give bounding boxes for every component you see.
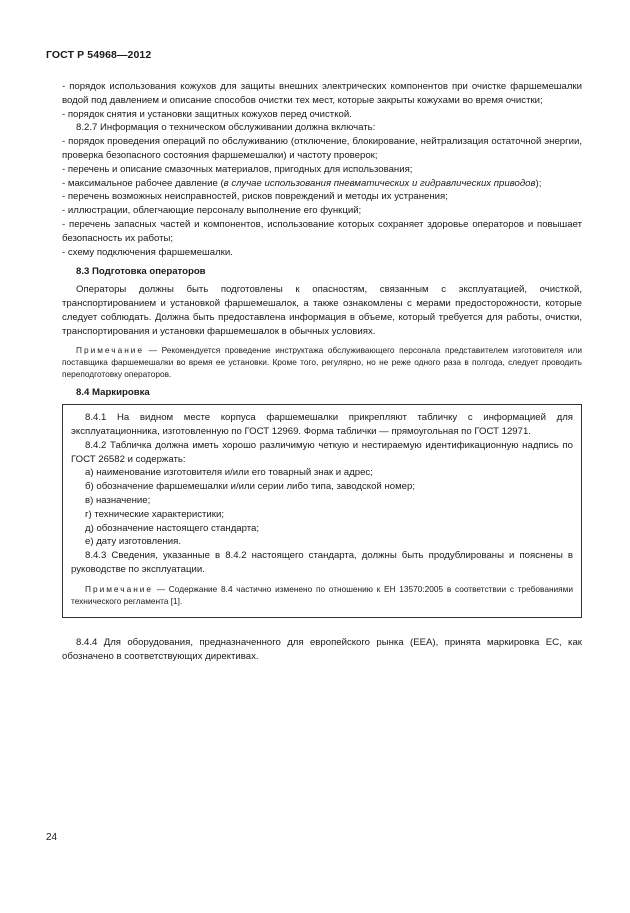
pressure-italic: в случае использования пневматических и гидравлических приводов xyxy=(223,177,536,189)
section-heading-8-3: 8.3 Подготовка операторов xyxy=(76,266,206,278)
document-header: ГОСТ Р 54968—2012 xyxy=(46,49,152,61)
list-item: а) наименование изготовителя и/или его товарный знак и адрес; xyxy=(85,467,373,479)
list-item-pressure xyxy=(62,177,582,191)
clause-8-4-3: 8.4.3 Сведения, указанные в 8.4.2 настоящего стандарта, должны быть продублированы и пояснены в руководстве по эксплуатации. xyxy=(71,550,573,575)
document-body xyxy=(62,80,582,663)
note-8-4 xyxy=(71,583,573,607)
section-heading-8-4: 8.4 Маркировка xyxy=(76,387,150,399)
note-text: — Содержание 8.4 частично изменено по отношению к ЕН 13570:2005 в соответствии с требованиями технического регламента [1]. xyxy=(71,583,573,606)
list-item: - перечень и описание смазочных материалов, пригодных для использования; xyxy=(62,163,413,175)
list-item: е) дату изготовления. xyxy=(85,536,182,548)
pressure-suffix: ); xyxy=(535,177,542,189)
list-item: - перечень запасных частей и компонентов, использование которых сохраняет здоровье операторов и повышает безопасность их работы; xyxy=(62,218,582,244)
note-label: Примечание xyxy=(85,583,154,594)
pressure-prefix: - максимальное рабочее давление ( xyxy=(62,177,224,189)
list-item: - порядок проведения операций по обслуживанию (отключение, блокирование, нейтрализация остаточной энергии, проверка безопасного состояния фаршемешалки) и частоту проверок; xyxy=(62,136,582,161)
clause-8-2-7: 8.2.7 Информация о техническом обслуживании должна включать: xyxy=(76,122,376,134)
list-item: д) обозначение настоящего стандарта; xyxy=(85,522,260,534)
list-item: г) технические характеристики; xyxy=(85,508,225,520)
list-item: - схему подключения фаршемешалки. xyxy=(62,246,233,258)
clause-8-4-2: 8.4.2 Табличка должна иметь хорошо различимую четкую и нестираемую идентификационную надпись по ГОСТ 26582 и содержать: xyxy=(71,439,573,465)
clause-8-4-1: 8.4.1 На видном месте корпуса фаршемешалки прикрепляют табличку с информацией для эксплуатационника, изготовленную по ГОСТ 12969. Форма таблички — прямоугольная по ГОСТ 12971. xyxy=(71,412,573,437)
list-item: в) назначение; xyxy=(85,494,151,506)
list-item: - иллюстрации, облегчающие персоналу выполнение его функций; xyxy=(62,205,362,217)
section-8-3-text: Операторы должны быть подготовлены к опасностям, связанным с эксплуатацией, очисткой, транспортированием и установкой фаршемешалок, а также ознакомлены с мерами предосторожности, которые следует соблюдать. Должна быть предоставлена информация в объеме, который требуется для работы, очистки, транспортирования и установки фаршемешалок в обычных условиях. xyxy=(62,284,582,337)
list-item: - порядок использования кожухов для защиты внешних электрических компонентов при очистке фаршемешалки водой под давлением и описание способов очистки тех мест, которые закрыты кожухами во время очистки; xyxy=(62,81,582,106)
framed-amendment-box xyxy=(62,404,582,618)
list-item: б) обозначение фаршемешалки и/или серии либо типа, заводской номер; xyxy=(85,481,416,493)
page-number: 24 xyxy=(46,832,58,843)
note-text: — Рекомендуется проведение инструктажа обслуживающего персонала представителем изготовителя или поставщика фаршемешалки во время ее установки. Кроме того, регулярно, но не реже одного раза в полгода, следует проводить переподготовку операторов. xyxy=(62,345,582,380)
note-8-3 xyxy=(62,344,582,380)
list-item: - перечень возможных неисправностей, рисков повреждений и методы их устранения; xyxy=(62,191,448,203)
list-item: - порядок снятия и установки защитных кожухов перед очисткой. xyxy=(62,108,352,120)
clause-8-4-4: 8.4.4 Для оборудования, предназначенного для европейского рынка (EEA), принята маркировка ЕС, как обозначено в соответствующих директивах. xyxy=(62,636,582,662)
note-label: Примечание xyxy=(76,345,145,356)
